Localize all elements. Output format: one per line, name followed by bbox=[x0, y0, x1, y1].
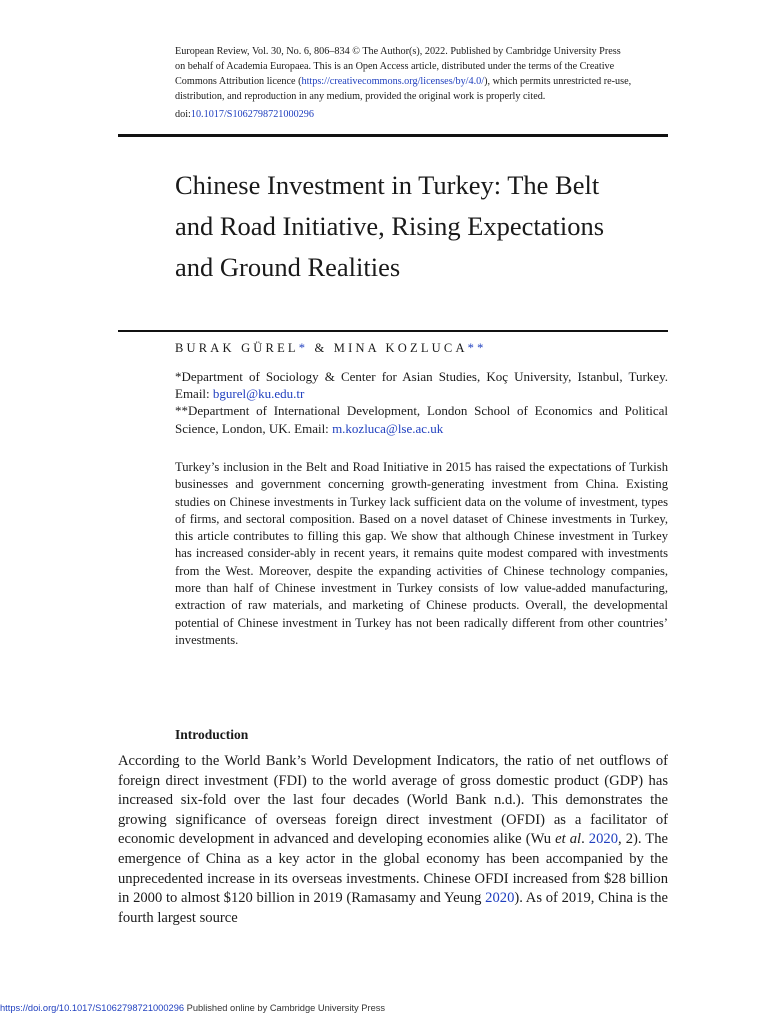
license-line bbox=[175, 74, 668, 89]
license-prefix: Commons Attribution licence ( bbox=[175, 76, 302, 87]
author-separator: & bbox=[308, 341, 334, 355]
author-footnote-mark[interactable]: ** bbox=[467, 341, 487, 355]
citation-line: distribution, and reproduction in any medium, provided the original work is properly cited. bbox=[175, 91, 546, 102]
license-link[interactable]: https://creativecommons.org/licenses/by/4.0/ bbox=[301, 76, 485, 87]
page-footer bbox=[0, 1003, 385, 1013]
section-heading: Introduction bbox=[175, 727, 249, 742]
text-segment: . bbox=[581, 831, 589, 848]
author-name: MINA KOZLUCA bbox=[333, 341, 468, 355]
citation-header bbox=[175, 44, 668, 122]
footer-doi-link[interactable]: https://doi.org/10.1017/S1062798721000296 bbox=[0, 1003, 185, 1013]
article-title bbox=[175, 165, 675, 288]
author-footnote-mark[interactable]: * bbox=[298, 341, 309, 355]
affiliation-text: *Department of Sociology & Center for Asian Studies, Koç University, Istanbul, Turkey. Email: bbox=[175, 369, 668, 402]
footer-text: Published online by Cambridge University Press bbox=[184, 1003, 386, 1013]
email-link[interactable]: m.kozluca@lse.ac.uk bbox=[332, 420, 444, 436]
license-suffix: ), which permits unrestricted re-use, bbox=[484, 76, 632, 87]
doi-prefix: doi: bbox=[175, 109, 191, 120]
top-rule bbox=[118, 134, 668, 137]
title-rule bbox=[118, 330, 668, 332]
doi-line bbox=[175, 107, 668, 122]
citation-line: European Review, Vol. 30, No. 6, 806–834 © The Author(s), 2022. Published by Cambridge University Press bbox=[175, 46, 621, 57]
body-paragraph bbox=[118, 752, 668, 928]
title-line: Chinese Investment in Turkey: The Belt bbox=[175, 170, 600, 200]
affiliation bbox=[175, 402, 668, 436]
affiliation bbox=[175, 368, 668, 402]
text-segment: ). As of 2019, China is the fourth largest source bbox=[118, 890, 668, 926]
citation-line: on behalf of Academia Europaea. This is an Open Access article, distributed under the terms of the Creative bbox=[175, 61, 615, 72]
email-link[interactable]: bgurel@ku.edu.tr bbox=[212, 386, 305, 402]
title-line: and Road Initiative, Rising Expectations bbox=[175, 211, 605, 241]
doi-link[interactable]: 10.1017/S1062798721000296 bbox=[190, 109, 314, 120]
affiliation-text: **Department of International Development, London School of Economics and Political Science, London, UK. Email: bbox=[175, 403, 668, 436]
text-segment: , 2). The emergence of China as a key actor in the global economy has been accompanied by the unprecedented increase in its overseas investments. Chinese OFDI increased from $28 billion in 2000 to almost $120 billion in 2019 (Ramasamy and Yeung bbox=[118, 831, 668, 907]
affiliations bbox=[175, 368, 668, 437]
citation-link[interactable]: 2020 bbox=[588, 831, 618, 848]
text-italic: et al bbox=[555, 831, 582, 848]
text-segment: According to the World Bank’s World Development Indicators, the ratio of net outflows of foreign direct investment (FDI) to the world average of gross domestic product (GDP) has increased six-fold over the last four decades (World Bank n.d.). This demonstrates the growing significance of overseas foreign direct investment (OFDI) as a facilitator of economic development in advanced and developing economies alike (Wu bbox=[118, 753, 668, 848]
author-line bbox=[175, 341, 487, 356]
title-line: and Ground Realities bbox=[175, 252, 401, 282]
abstract: Turkey’s inclusion in the Belt and Road Initiative in 2015 has raised the expectations of Turkish businesses and government concerning growth-generating investment from China. Existing studies on Chinese investments in Turkey lack sufficient data on the volume of investment, types of firms, and sectoral composition. Based on a novel dataset of Chinese investments in Turkey, this article contributes to filling this gap. We show that although Chinese investment in Turkey has increased consider-ably in recent years, it remains quite modest compared with investments from the West. Moreover, despite the expanding activities of Chinese technology companies, more than half of Chinese investment in Turkey consists of low value-added manufacturing, extraction of raw materials, and marketing of Chinese products. Overall, the developmental potential of Chinese investment in Turkey has not been radically different from other countries’ investments. bbox=[175, 460, 668, 647]
author-name: BURAK GÜREL bbox=[175, 341, 299, 355]
citation-link[interactable]: 2020 bbox=[485, 890, 515, 907]
